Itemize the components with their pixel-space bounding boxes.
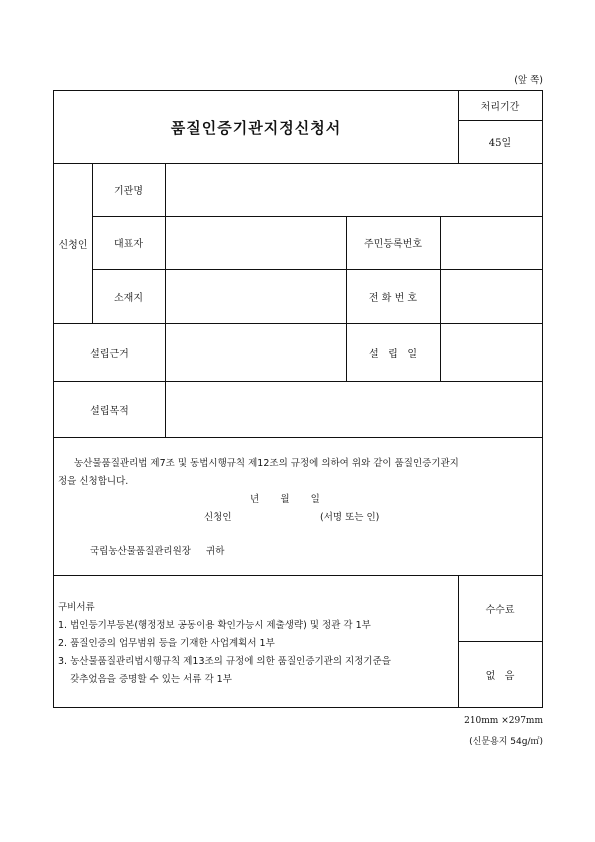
document-item: 2. 품질인증의 업무범위 등을 기재한 사업계획서 1부 (58, 638, 275, 649)
fee-label: 수수료 (485, 604, 515, 616)
processing-period-label: 처리기간 (480, 102, 520, 113)
representative-field[interactable] (166, 216, 346, 269)
application-form (53, 90, 543, 708)
form-title: 품질인증기관지정신청서 (170, 118, 342, 137)
signer-label: 신청인 (204, 512, 232, 523)
location-field[interactable] (166, 269, 346, 323)
processing-period-value: 45일 (488, 138, 512, 149)
paper-type: (신문용지 54g/㎡) (469, 737, 543, 747)
basis-label: 설립근거 (90, 348, 129, 360)
page-side-label: (앞 쪽) (514, 75, 543, 86)
established-date-label: 설 립 일 (368, 348, 418, 360)
date-line: 년 월 일 (250, 494, 320, 505)
location-label: 소재지 (114, 292, 143, 304)
recipient: 국립농산물품질관리원장 귀하 (90, 546, 225, 557)
applicant-group-label: 신청인 (58, 239, 88, 251)
institution-name-field[interactable] (166, 163, 542, 216)
institution-name-label: 기관명 (114, 186, 143, 197)
resident-number-label: 주민등록번호 (364, 239, 422, 250)
signature-note: (서명 또는 인) (320, 512, 380, 523)
purpose-label: 설립목적 (90, 405, 129, 417)
declaration-line-1: 농산물품질관리법 제7조 및 동법시행규칙 제12조의 규정에 의하여 위와 같이 품질인증기관지 (74, 458, 459, 469)
declaration-line-2: 정을 신청합니다. (58, 476, 129, 487)
representative-label: 대표자 (114, 239, 143, 250)
purpose-field[interactable] (166, 381, 542, 437)
divider (54, 437, 542, 438)
document-item: 1. 법인등기부등본(행정정보 공동이용 확인가능시 제출생략) 및 정관 각 1부 (58, 620, 371, 631)
established-date-field[interactable] (441, 323, 542, 381)
phone-field[interactable] (441, 269, 542, 323)
fee-value: 없 음 (485, 670, 515, 682)
paper-size: 210mm ×297mm (464, 716, 543, 726)
document-item: 갖추었음을 증명할 수 있는 서류 각 1부 (58, 674, 232, 685)
basis-field[interactable] (166, 323, 346, 381)
phone-label: 전 화 번 호 (368, 292, 418, 304)
documents-header: 구비서류 (58, 602, 95, 613)
document-item: 3. 농산물품질관리법시행규칙 제13조의 규정에 의한 품질인증기관의 지정기준을 (58, 656, 391, 667)
resident-number-field[interactable] (441, 216, 542, 269)
